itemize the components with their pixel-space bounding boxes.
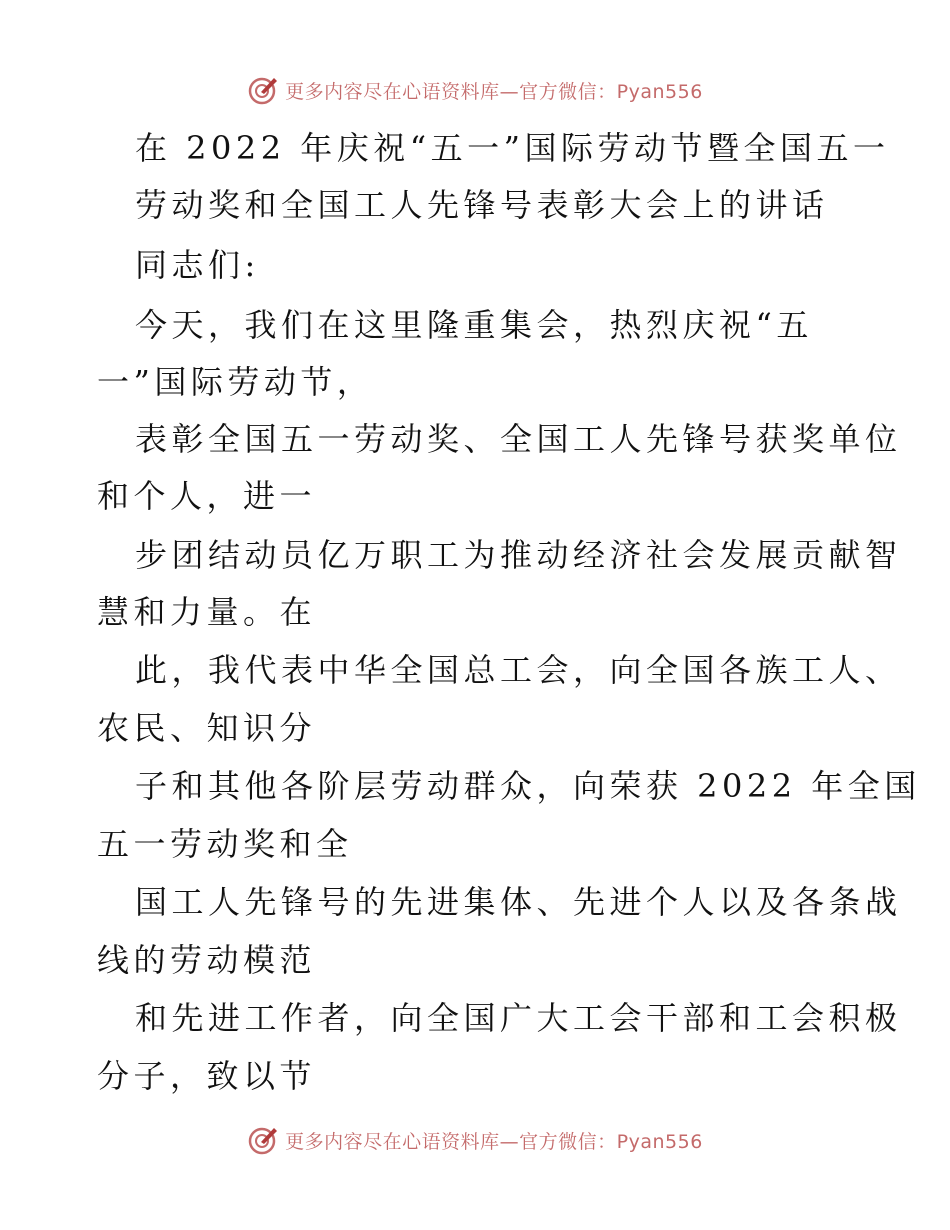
paragraph-line: 国工人先锋号的先进集体、先进个人以及各条战	[135, 883, 902, 921]
paragraph-line: 五一劳动奖和全	[97, 825, 353, 863]
paragraph-line: 分子，致以节	[97, 1057, 317, 1095]
paragraph-line: 农民、知识分	[97, 709, 317, 747]
watermark-text: 更多内容尽在心语资料库—官方微信：Pyan556	[285, 1130, 703, 1153]
paragraph-line: 此，我代表中华全国总工会，向全国各族工人、	[135, 651, 902, 689]
paragraph-line: 步团结动员亿万职工为推动经济社会发展贡献智	[135, 536, 902, 574]
pen-circle-icon	[247, 74, 279, 106]
document-title-line-1: 在 2022 年庆祝“五一”国际劳动节暨全国五一	[135, 129, 890, 167]
paragraph-line: 表彰全国五一劳动奖、全国工人先锋号获奖单位	[135, 420, 902, 458]
paragraph-line: 一”国际劳动节，	[97, 363, 374, 401]
salutation: 同志们:	[135, 246, 260, 284]
paragraph-line: 和先进工作者，向全国广大工会干部和工会积极	[135, 999, 902, 1037]
watermark-text: 更多内容尽在心语资料库—官方微信：Pyan556	[285, 80, 703, 103]
pen-circle-icon	[247, 1124, 279, 1156]
paragraph-line: 和个人，进一	[97, 477, 317, 515]
watermark-banner-bottom	[0, 1120, 950, 1160]
paragraph-line: 慧和力量。在	[97, 593, 317, 631]
document-title-line-2: 劳动奖和全国工人先锋号表彰大会上的讲话	[135, 186, 829, 224]
paragraph-line: 今天，我们在这里隆重集会，热烈庆祝“五	[135, 306, 813, 344]
paragraph-line: 线的劳动模范	[97, 941, 317, 979]
paragraph-line: 子和其他各阶层劳动群众，向荣获 2022 年全国	[135, 767, 921, 805]
watermark-banner-top	[0, 70, 950, 110]
